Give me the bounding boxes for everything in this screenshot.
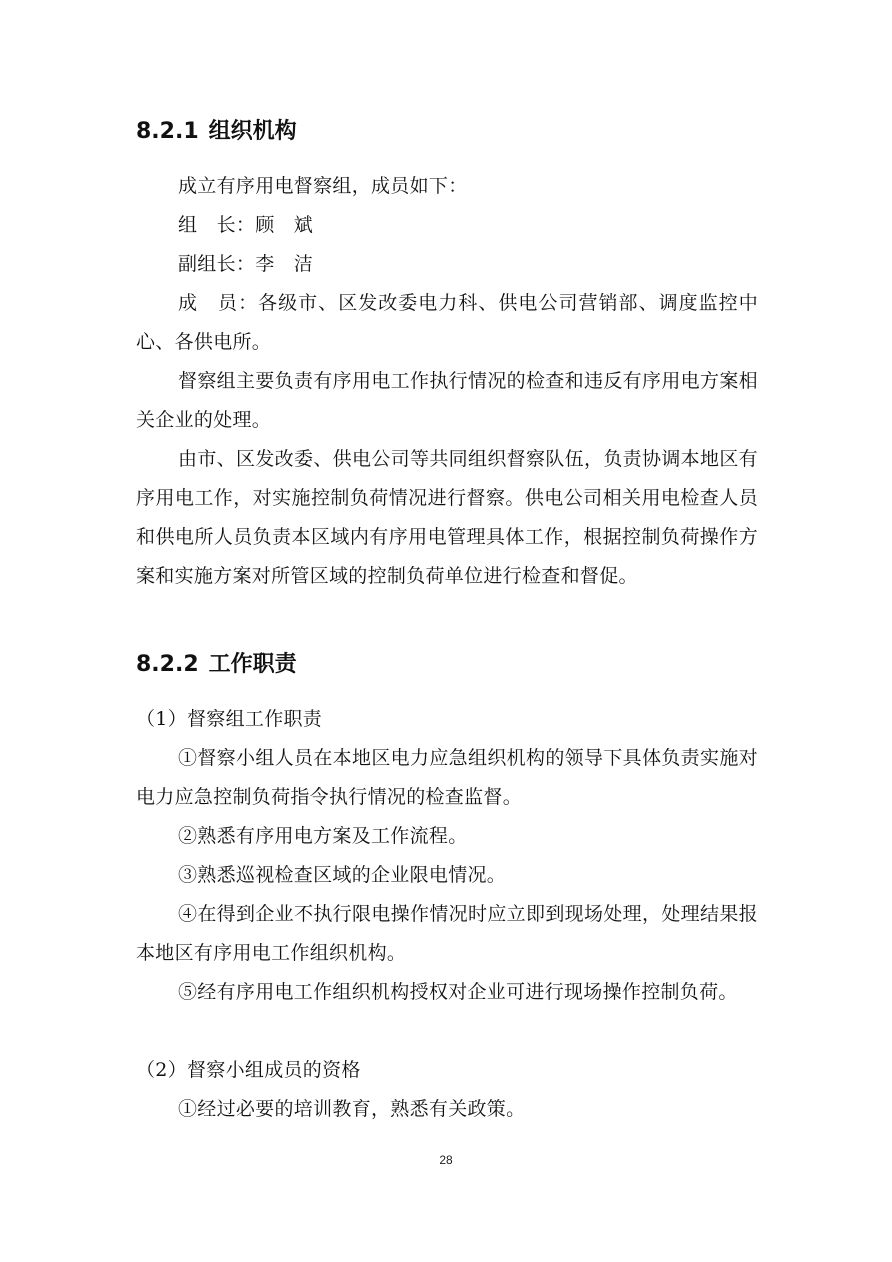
intro-line: 成立有序用电督察组，成员如下： <box>178 175 468 197</box>
deputy-line: 副组长：李 洁 <box>178 253 314 275</box>
leader-line: 组 长：顾 斌 <box>178 214 314 236</box>
organization-paragraph: 由市、区发改委、供电公司等共同组织督察队伍，负责协调本地区有序用电工作，对实施控制负荷情况进行督察。供电公司相关用电检查人员和供电所人员负责本区域内有序用电管理具体工作，根据控制负荷操作方案和实施方案对所管区域的控制负荷单位进行检查和督促。 <box>136 448 758 587</box>
list-item-3: ③熟悉巡视检查区域的企业限电情况。 <box>178 864 507 886</box>
list-item-1: ①督察小组人员在本地区电力应急组织机构的领导下具体负责实施对电力应急控制负荷指令执行情况的检查监督。 <box>136 747 758 808</box>
members-paragraph: 成 员：各级市、区发改委电力科、供电公司营销部、调度监控中心、各供电所。 <box>136 292 758 353</box>
section-number: 8.2.1 <box>136 119 199 144</box>
subsection-1-heading: （1）督察组工作职责 <box>136 708 323 730</box>
duty-paragraph: 督察组主要负责有序用电工作执行情况的检查和违反有序用电方案相关企业的处理。 <box>136 370 758 431</box>
section-number: 8.2.2 <box>136 652 199 677</box>
page-number: 28 <box>439 1153 453 1167</box>
section-title: 组织机构 <box>208 119 297 144</box>
list-item-5: ⑤经有序用电工作组织机构授权对企业可进行现场操作控制负荷。 <box>178 981 738 1003</box>
section-heading-8-2-1 <box>136 117 297 147</box>
list-item-4: ④在得到企业不执行限电操作情况时应立即到现场处理，处理结果报本地区有序用电工作组织机构。 <box>136 903 758 964</box>
section-heading-8-2-2 <box>136 650 297 680</box>
subsection-2-heading: （2）督察小组成员的资格 <box>136 1059 361 1081</box>
list-item-2: ②熟悉有序用电方案及工作流程。 <box>178 825 468 847</box>
section-title: 工作职责 <box>208 652 297 677</box>
list-item-6: ①经过必要的培训教育，熟悉有关政策。 <box>178 1098 526 1120</box>
